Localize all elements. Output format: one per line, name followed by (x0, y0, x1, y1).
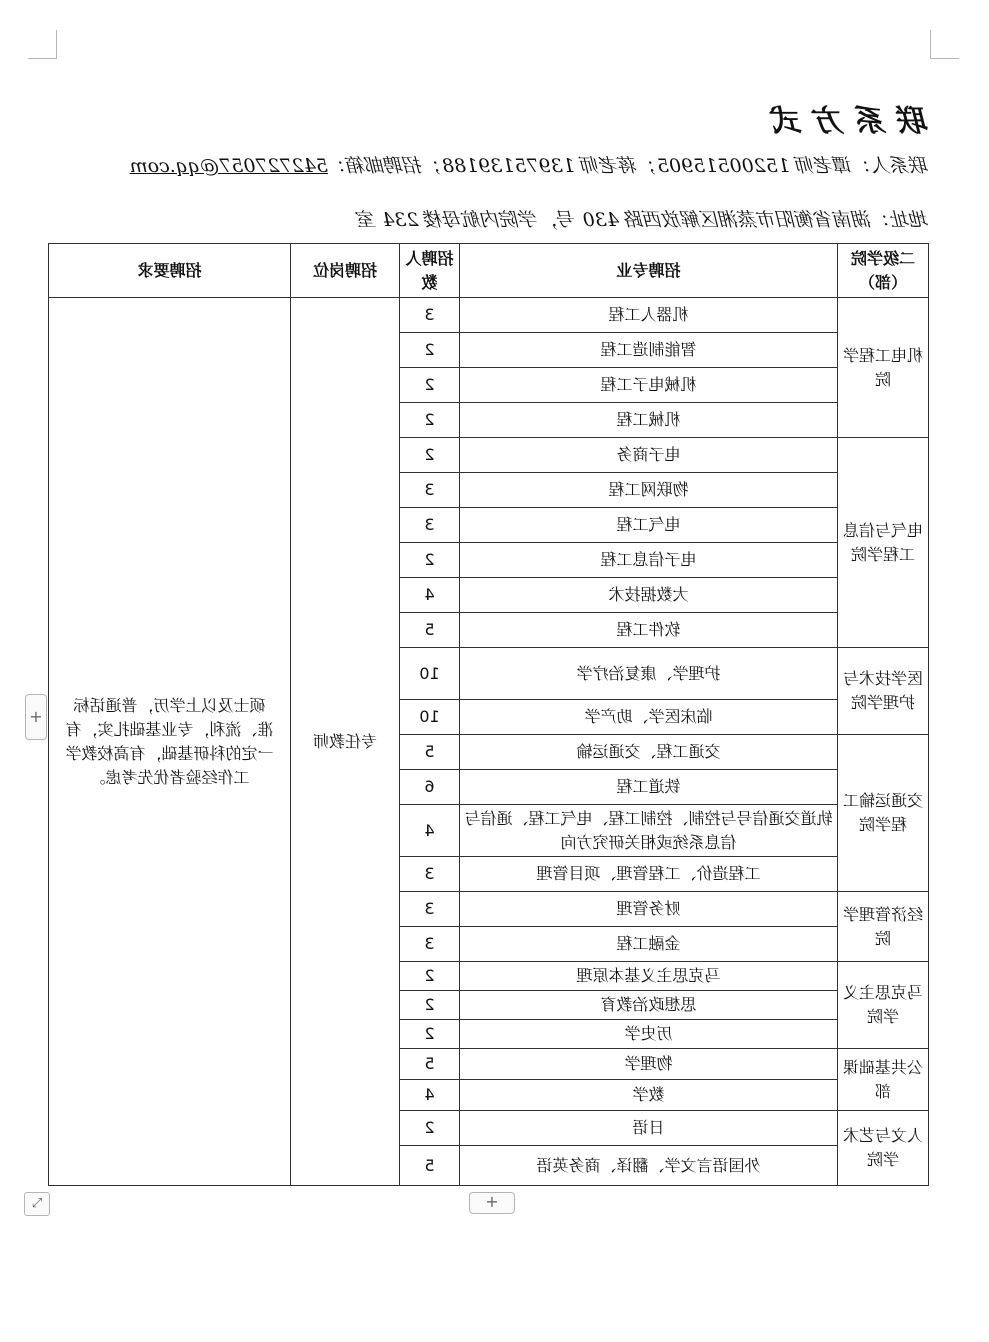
college-cell: 电气与信息工程学院 (838, 438, 929, 648)
major-cell: 历史学 (460, 1020, 838, 1049)
major-cell: 财务管理 (460, 892, 838, 927)
contact-text: 联系人：谭老师 15200515905；蒋老师 13975139188；招聘邮箱： (327, 155, 929, 177)
major-cell: 软件工程 (460, 613, 838, 648)
count-cell: 2 (400, 1111, 460, 1146)
contact-line (130, 151, 929, 178)
college-cell: 经济管理学院 (838, 892, 929, 962)
count-cell: 5 (400, 613, 460, 648)
college-cell: 马克思主义学院 (838, 962, 929, 1049)
count-cell: 2 (400, 403, 460, 438)
college-cell: 人文与艺术学院 (838, 1111, 929, 1186)
count-cell: 10 (400, 700, 460, 735)
major-cell: 马克思主义基本原理 (460, 962, 838, 991)
major-cell: 电气工程 (460, 508, 838, 543)
count-cell: 2 (400, 368, 460, 403)
major-cell: 机械工程 (460, 403, 838, 438)
college-cell: 交通运输工程学院 (838, 735, 929, 892)
count-cell: 3 (400, 927, 460, 962)
recruit-email-link[interactable]: 542727057@qq.com (129, 155, 328, 177)
count-cell: 4 (400, 805, 460, 857)
major-cell: 物理学 (460, 1049, 838, 1080)
major-cell: 金融工程 (460, 927, 838, 962)
count-cell: 5 (400, 1049, 460, 1080)
add-column-button[interactable]: + (469, 1192, 515, 1214)
count-cell: 2 (400, 962, 460, 991)
major-cell: 日语 (460, 1111, 838, 1146)
count-cell: 5 (400, 1146, 460, 1186)
recruitment-table (48, 243, 929, 1186)
major-cell: 机器人工程 (460, 298, 838, 333)
major-cell: 交通工程、交通运输 (460, 735, 838, 770)
table-resize-handle[interactable]: ⤢ (24, 1192, 50, 1216)
major-cell: 数学 (460, 1080, 838, 1111)
header-requirement: 招聘要求 (49, 244, 291, 298)
count-cell: 3 (400, 892, 460, 927)
college-cell: 机电工程学院 (838, 298, 929, 438)
college-cell: 公共基础课部 (838, 1049, 929, 1111)
count-cell: 2 (400, 991, 460, 1020)
count-cell: 2 (400, 438, 460, 473)
table-row (49, 298, 929, 333)
table-header-row (49, 244, 929, 298)
major-cell: 物联网工程 (460, 473, 838, 508)
header-college: 二级学院（部） (838, 244, 929, 298)
major-cell: 智能制造工程 (460, 333, 838, 368)
count-cell: 3 (400, 298, 460, 333)
major-cell: 临床医学、助产学 (460, 700, 838, 735)
major-cell: 机械电子工程 (460, 368, 838, 403)
count-cell: 3 (400, 473, 460, 508)
header-major: 招聘专业 (460, 244, 838, 298)
count-cell: 2 (400, 1020, 460, 1049)
count-cell: 6 (400, 770, 460, 805)
section-title: 联系方式 (761, 104, 929, 139)
count-cell: 2 (400, 333, 460, 368)
college-cell: 医学技术与护理学院 (838, 648, 929, 735)
major-cell: 大数据技术 (460, 578, 838, 613)
requirement-cell: 硕士及以上学历，普通话标准、流利，专业基础扎实，有一定的科研基础，有高校教学工作经验者优先考虑。 (49, 298, 291, 1186)
count-cell: 4 (400, 1080, 460, 1111)
major-cell: 护理学、康复治疗学 (460, 648, 838, 700)
header-position: 招聘岗位 (291, 244, 400, 298)
major-cell: 外国语言文学、翻译、商务英语 (460, 1146, 838, 1186)
position-cell: 专任教师 (291, 298, 400, 1186)
major-cell: 轨道交通信号与控制、控制工程、电气工程、通信与信息系统或相关研究方向 (460, 805, 838, 857)
count-cell: 3 (400, 508, 460, 543)
count-cell: 10 (400, 648, 460, 700)
major-cell: 铁道工程 (460, 770, 838, 805)
major-cell: 工程造价、工程管理、项目管理 (460, 857, 838, 892)
add-row-button[interactable]: + (25, 694, 47, 740)
major-cell: 思想政治教育 (460, 991, 838, 1020)
header-count: 招聘人数 (400, 244, 460, 298)
address-line: 地址：湖南省衡阳市蒸湘区解放西路 430 号，学院内航母楼 234 室 (357, 209, 929, 231)
count-cell: 3 (400, 857, 460, 892)
major-cell: 电子商务 (460, 438, 838, 473)
major-cell: 电子信息工程 (460, 543, 838, 578)
count-cell: 5 (400, 735, 460, 770)
count-cell: 2 (400, 543, 460, 578)
count-cell: 4 (400, 578, 460, 613)
